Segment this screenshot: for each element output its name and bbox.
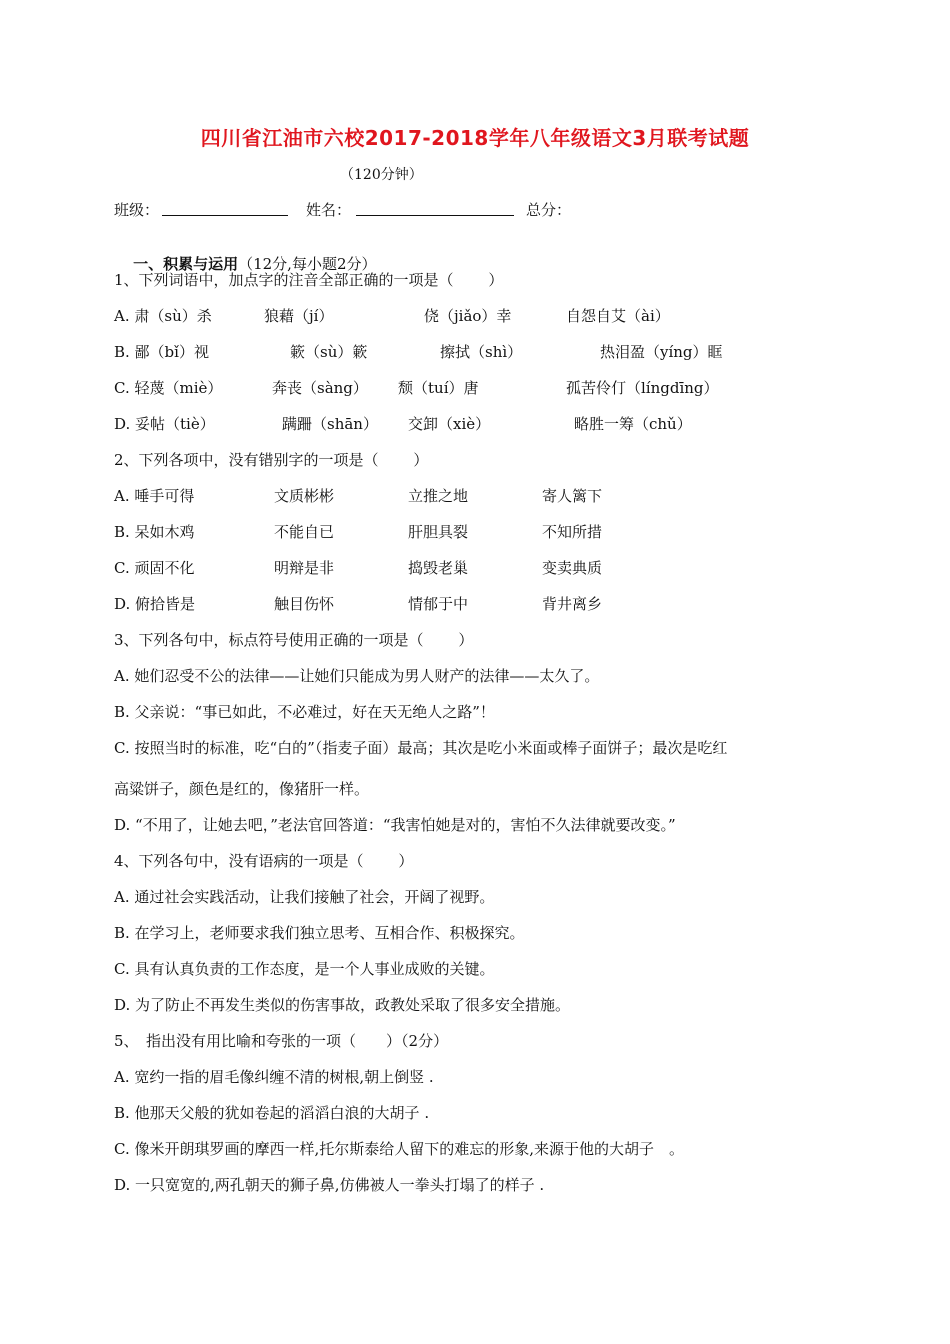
q2-option-a-2: 文质彬彬 bbox=[274, 487, 335, 505]
q1-option-c-2: 奔丧（sàng） bbox=[272, 379, 368, 397]
q1-option-a-1: A. 肃（sù）杀 bbox=[114, 307, 212, 325]
q2-option-c-4: 变卖典质 bbox=[542, 559, 603, 577]
q5-option-d: D. 一只宽宽的,两孔朝天的狮子鼻,仿佛被人一拳头打塌了的样子 . bbox=[114, 1176, 545, 1194]
section-title: 一、积累与运用 bbox=[133, 255, 239, 273]
q1-option-d-2: 蹒跚（shān） bbox=[282, 415, 378, 433]
q4-option-a: A. 通过社会实践活动，让我们接触了社会，开阔了视野。 bbox=[114, 888, 495, 906]
q2-option-c-1: C. 顽固不化 bbox=[114, 559, 195, 577]
q3-option-d: D. “不用了，让她去吧，”老法官回答道：“我害怕她是对的，害怕不久法律就要改变。” bbox=[114, 816, 676, 834]
question-2-stem: 2、下列各项中，没有错别字的一项是（ ） bbox=[114, 451, 429, 469]
q2-option-a-4: 寄人篱下 bbox=[542, 487, 603, 505]
q1-option-d-4: 略胜一筹（chǔ） bbox=[574, 415, 692, 433]
q2-option-b-3: 肝胆具裂 bbox=[408, 523, 469, 541]
page-title: 四川省江油市六校2017-2018学年八年级语文3月联考试题 bbox=[200, 126, 750, 150]
q3-option-b: B. 父亲说：“事已如此，不必难过，好在天无绝人之路”！ bbox=[114, 703, 495, 721]
q5-option-c: C. 像米开朗琪罗画的摩西一样,托尔斯泰给人留下的难忘的形象,来源于他的大胡子 。 bbox=[114, 1140, 685, 1158]
question-4-stem: 4、下列各句中，没有语病的一项是（ ） bbox=[114, 852, 414, 870]
q1-option-b-3: 擦拭（shì） bbox=[440, 343, 523, 361]
q1-option-c-1: C. 轻蔑（miè） bbox=[114, 379, 223, 397]
section-note: （12分,每小题2分） bbox=[238, 255, 377, 273]
q4-option-c: C. 具有认真负责的工作态度，是一个人事业成败的关键。 bbox=[114, 960, 495, 978]
class-blank bbox=[162, 215, 288, 216]
q4-option-b: B. 在学习上，老师要求我们独立思考、互相合作、积极探究。 bbox=[114, 924, 525, 942]
q1-option-a-3: 侥（jiǎo）幸 bbox=[424, 307, 512, 325]
q1-option-c-4: 孤苦伶仃（língdīng） bbox=[566, 379, 719, 397]
q1-option-d-3: 交卸（xiè） bbox=[408, 415, 491, 433]
q1-option-b-2: 簌（sù）簌 bbox=[290, 343, 368, 361]
q1-option-a-2: 狼藉（jí） bbox=[264, 307, 334, 325]
q2-option-a-3: 立推之地 bbox=[408, 487, 469, 505]
q2-option-c-3: 捣毁老巢 bbox=[408, 559, 469, 577]
q1-option-b-4: 热泪盈（yíng）眶 bbox=[600, 343, 723, 361]
name-blank bbox=[356, 215, 514, 216]
q2-option-d-4: 背井离乡 bbox=[542, 595, 603, 613]
q5-option-a: A. 宽约一指的眉毛像纠缠不清的树根,朝上倒竖 . bbox=[114, 1068, 434, 1086]
q3-option-a: A. 她们忍受不公的法律——让她们只能成为男人财产的法律——太久了。 bbox=[114, 667, 600, 685]
q1-option-a-4: 自怨自艾（ài） bbox=[566, 307, 670, 325]
q2-option-b-1: B. 呆如木鸡 bbox=[114, 523, 195, 541]
q2-option-b-4: 不知所措 bbox=[542, 523, 603, 541]
question-3-stem: 3、下列各句中，标点符号使用正确的一项是（ ） bbox=[114, 631, 474, 649]
class-label: 班级： bbox=[114, 201, 160, 219]
q1-option-b-1: B. 鄙（bǐ）视 bbox=[114, 343, 209, 361]
q2-option-d-3: 情郁于中 bbox=[408, 595, 469, 613]
q2-option-b-2: 不能自已 bbox=[274, 523, 335, 541]
q2-option-c-2: 明辩是非 bbox=[274, 559, 335, 577]
q1-option-d-1: D. 妥帖（tiè） bbox=[114, 415, 215, 433]
q2-option-d-2: 触目伤怀 bbox=[274, 595, 335, 613]
score-label: 总分： bbox=[526, 201, 572, 219]
question-1-stem: 1、下列词语中，加点字的注音全部正确的一项是（ ） bbox=[114, 271, 504, 289]
q2-option-a-1: A. 唾手可得 bbox=[114, 487, 195, 505]
q1-option-c-3: 颓（tuí）唐 bbox=[398, 379, 479, 397]
question-5-stem: 5、 指出没有用比喻和夸张的一项（ ）（2分） bbox=[114, 1032, 449, 1050]
exam-duration: （120分钟） bbox=[340, 167, 423, 183]
q3-option-c-line2: 高粱饼子，颜色是红的，像猪肝一样。 bbox=[114, 780, 370, 798]
q5-option-b: B. 他那天父般的犹如卷起的滔滔白浪的大胡子 . bbox=[114, 1104, 430, 1122]
q3-option-c-line1: C. 按照当时的标准，吃“白的”（指麦子面）最高；其次是吃小米面或棒子面饼子；最次是吃红 bbox=[114, 739, 728, 757]
q4-option-d: D. 为了防止不再发生类似的伤害事故，政教处采取了很多安全措施。 bbox=[114, 996, 571, 1014]
q2-option-d-1: D. 俯拾皆是 bbox=[114, 595, 196, 613]
name-label: 姓名： bbox=[306, 201, 352, 219]
